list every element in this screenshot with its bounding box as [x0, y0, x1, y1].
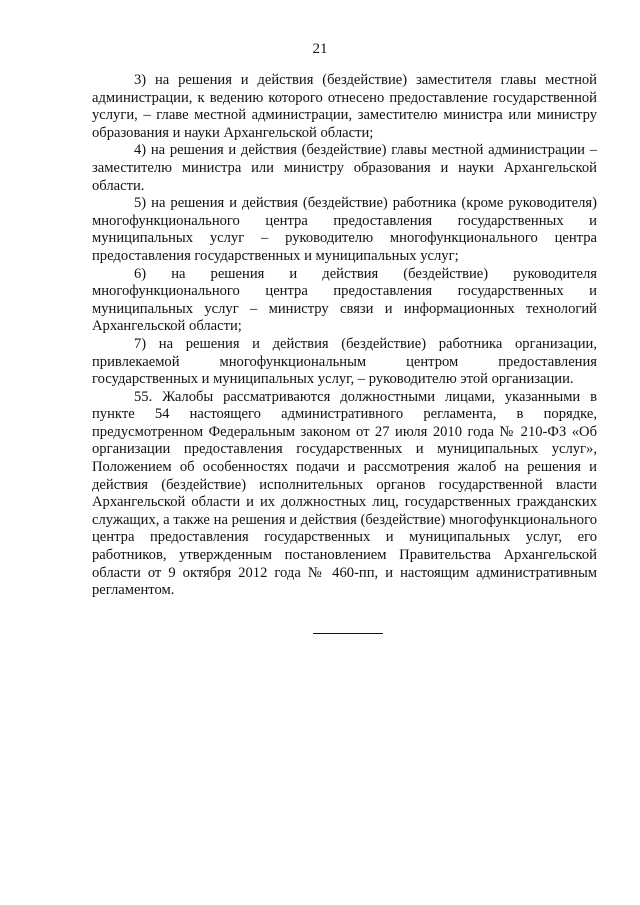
paragraph-item-3: 3) на решения и действия (бездействие) заместителя главы местной администрации, к ведению которого отнесено предоставление государственной услуги, – главе местной администрации, заместителю министра или министру образования и науки Архангельской области; [92, 72, 597, 141]
paragraph-item-4: 4) на решения и действия (бездействие) главы местной администрации – заместителю министра или министру образования и науки Архангельской области. [92, 142, 597, 194]
paragraph-section-55: 55. Жалобы рассматриваются должностными лицами, указанными в пункте 54 настоящего административного регламента, в порядке, предусмотренном Федеральным законом от 27 июля 2010 года № 210-ФЗ «Об организации предоставления государственных и муниципальных услуг», Положением об особенностях подачи и рассмотрения жалоб на решения и действия (бездействие) исполнительных органов государственной власти Архангельской области и их должностных лиц, государственных гражданских служащих, а также на решения и действия (бездействие) многофункционального центра предоставления государственных и муниципальных услуг, его работников, утвержденным постановлением Правительства Архангельской области от 9 октября 2012 года № 460-пп, и настоящим административным регламентом. [92, 388, 597, 599]
paragraph-item-5: 5) на решения и действия (бездействие) работника (кроме руководителя) многофункционального центра предоставления государственных и муниципальных услуг – руководителю многофункционального центра предоставления государственных и муниципальных услуг; [92, 195, 597, 264]
document-body [92, 72, 597, 600]
end-of-document-rule [313, 633, 383, 634]
paragraph-item-6: 6) на решения и действия (бездействие) руководителя многофункционального центра предоставления государственных и муниципальных услуг – министру связи и информационных технологий Архангельской области; [92, 265, 597, 335]
paragraph-item-7: 7) на решения и действия (бездействие) работника организации, привлекаемой многофункциональным центром предоставления государственных и муниципальных услуг, – руководителю этой организации. [92, 335, 597, 388]
page-number: 21 [312, 41, 328, 57]
